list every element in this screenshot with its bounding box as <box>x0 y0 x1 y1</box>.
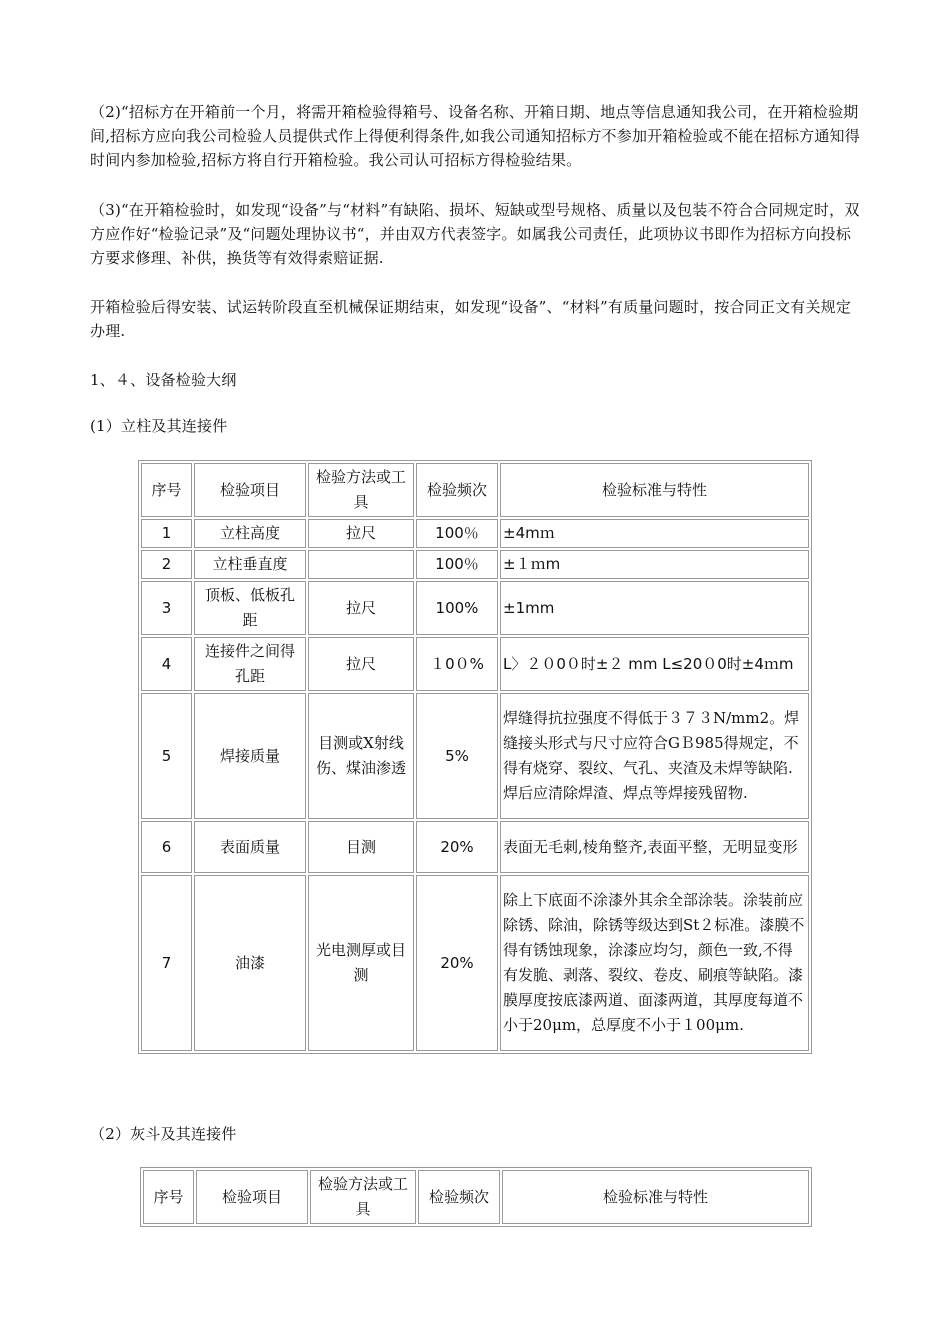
section-heading: 1、４、设备检验大纲 <box>90 371 237 389</box>
table-row <box>141 550 809 579</box>
row-no: 4 <box>141 637 192 691</box>
row-item: 连接件之间得孔距 <box>194 637 306 691</box>
paragraph-unpacking-defects: （3)“在开箱检验时，如发现“设备”与“材料”有缺陷、损坏、短缺或型号规格、质量以及包装不符合合同规定时，双方应作好“检验记录”及“问题处理协议书“，并由双方代表签字。如属我公司责任，此项协议书即作为招标方向投标方要求修理、补供，换货等有效得索赔证据. <box>90 201 860 267</box>
row-standard: ±１ｍm <box>500 550 809 579</box>
paragraph-unpacking-notice: （2)“招标方在开箱前一个月，将需开箱检验得箱号、设备名称、开箱日期、地点等信息通知我公司，在开箱检验期间,招标方应向我公司检验人员提供式作上得便利得条件,如我公司通知招标方不参加开箱检验或不能在招标方通知得时间内参加检验,招标方将自行开箱检验。我公司认可招标方得检验结果。 <box>90 103 860 169</box>
header-frequency: 检验频次 <box>416 463 498 517</box>
row-item: 立柱垂直度 <box>194 550 306 579</box>
row-item: 焊接质量 <box>194 693 306 819</box>
header-item: 检验项目 <box>194 463 306 517</box>
header-method: 检验方法或工具 <box>310 1170 416 1224</box>
table-row <box>141 875 809 1051</box>
row-no: 3 <box>141 581 192 635</box>
table-row <box>141 581 809 635</box>
row-frequency: １0０% <box>416 637 498 691</box>
table-row <box>141 821 809 873</box>
row-item: 油漆 <box>194 875 306 1051</box>
header-method: 检验方法或工具 <box>308 463 414 517</box>
row-standard: 焊缝得抗拉强度不得低于３７３N/mm2。焊缝接头形式与尺寸应符合GＢ985得规定，不得有烧穿、裂纹、气孔、夹渣及未焊等缺陷.焊后应清除焊渣、焊点等焊接残留物. <box>500 693 809 819</box>
table-row <box>141 519 809 548</box>
row-standard: 除上下底面不涂漆外其余全部涂装。涂装前应除锈、除油，除锈等级达到St２标准。漆膜不得有锈蚀现象，涂漆应均匀，颜色一致,不得有发脆、剥落、裂纹、卷皮、刷痕等缺陷。漆膜厚度按底漆两道、面漆两道，其厚度每道不小于20μm，总厚度不小于１00μm. <box>500 875 809 1051</box>
row-frequency: 5% <box>416 693 498 819</box>
row-method: 拉尺 <box>308 581 414 635</box>
row-frequency: 100％ <box>416 550 498 579</box>
header-standard: 检验标准与特性 <box>500 463 809 517</box>
row-no: 1 <box>141 519 192 548</box>
row-no: 5 <box>141 693 192 819</box>
table-row <box>141 637 809 691</box>
row-standard: L〉２０0０时±２ mm L≤20０0时±4ｍm <box>500 637 809 691</box>
row-standard: ±1mm <box>500 581 809 635</box>
inspection-table-columns <box>138 460 812 1054</box>
row-standard: ±4mｍ <box>500 519 809 548</box>
table-header-row <box>143 1170 809 1224</box>
row-standard: 表面无毛刺,棱角整齐,表面平整，无明显变形 <box>500 821 809 873</box>
row-frequency: 20% <box>416 821 498 873</box>
header-item: 检验项目 <box>196 1170 308 1224</box>
row-frequency: 100% <box>416 581 498 635</box>
table-row <box>141 693 809 819</box>
header-no: 序号 <box>143 1170 194 1224</box>
header-no: 序号 <box>141 463 192 517</box>
row-method: 目测或X射线伤、煤油渗透 <box>308 693 414 819</box>
header-standard: 检验标准与特性 <box>502 1170 809 1224</box>
inspection-table-hopper <box>140 1167 812 1227</box>
header-frequency: 检验频次 <box>418 1170 500 1224</box>
row-method: 拉尺 <box>308 519 414 548</box>
row-method: 目测 <box>308 821 414 873</box>
row-method: 光电测厚或目测 <box>308 875 414 1051</box>
subsection-heading-hopper: （2）灰斗及其连接件 <box>90 1125 237 1143</box>
table-header-row <box>141 463 809 517</box>
row-method: 拉尺 <box>308 637 414 691</box>
row-method <box>308 550 414 579</box>
row-frequency: 20% <box>416 875 498 1051</box>
row-no: 6 <box>141 821 192 873</box>
row-item: 立柱高度 <box>194 519 306 548</box>
paragraph-warranty: 开箱检验后得安装、试运转阶段直至机械保证期结束，如发现“设备”、“材料”有质量问题时，按合同正文有关规定办理. <box>90 298 852 340</box>
row-item: 表面质量 <box>194 821 306 873</box>
row-frequency: 100％ <box>416 519 498 548</box>
row-no: 7 <box>141 875 192 1051</box>
subsection-heading-columns: (1）立柱及其连接件 <box>90 417 228 435</box>
row-no: 2 <box>141 550 192 579</box>
row-item: 顶板、低板孔距 <box>194 581 306 635</box>
